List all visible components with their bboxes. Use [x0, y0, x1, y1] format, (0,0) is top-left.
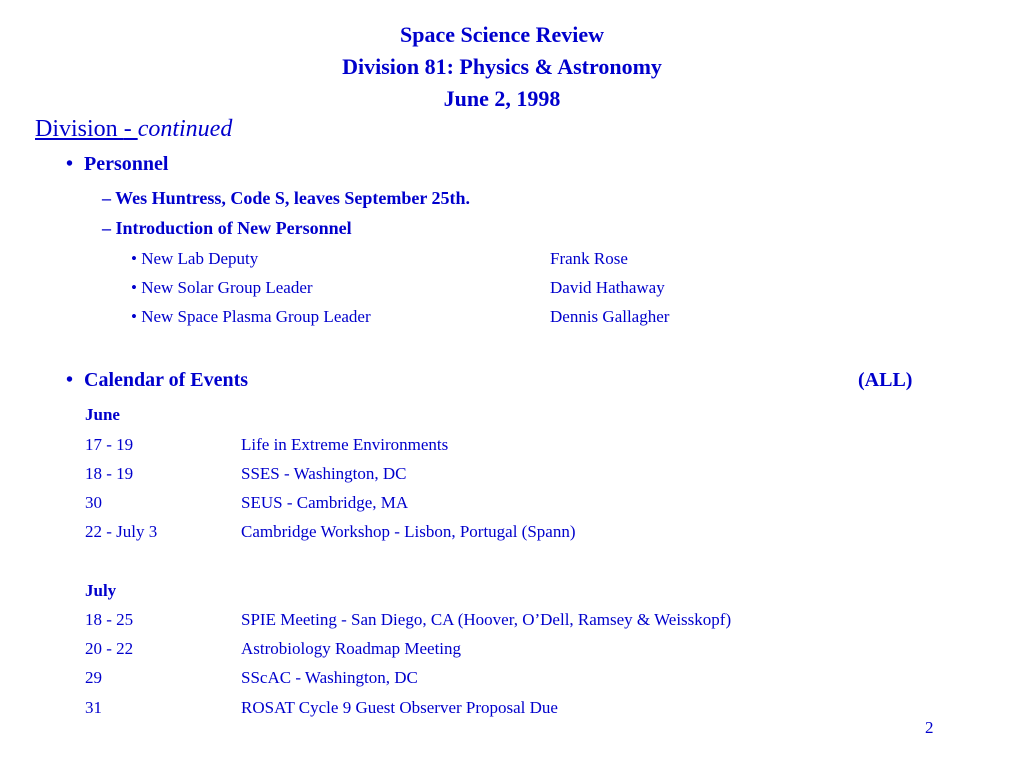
event-name: SEUS - Cambridge, MA — [241, 493, 409, 512]
personnel-heading-label: Personnel — [84, 153, 169, 175]
month-heading-june: June — [85, 405, 120, 424]
event-date: 29 — [85, 668, 102, 687]
calendar-heading — [66, 367, 248, 393]
event-name: SPIE Meeting - San Diego, CA (Hoover, O’Dell, Ramsey & Weisskopf) — [241, 610, 732, 629]
new-personnel-role: • New Solar Group Leader — [131, 278, 313, 297]
event-name: ROSAT Cycle 9 Guest Observer Proposal Due — [241, 698, 558, 717]
new-personnel-name: Frank Rose — [550, 249, 628, 268]
bullet-icon: • — [66, 153, 74, 175]
event-date: 22 - July 3 — [85, 522, 158, 541]
title-line-1: Space Science Review — [399, 22, 605, 47]
section-heading — [35, 114, 232, 144]
event-name: Cambridge Workshop - Lisbon, Portugal (Spann) — [241, 522, 576, 541]
event-date: 20 - 22 — [85, 639, 134, 658]
personnel-heading — [66, 151, 168, 177]
event-name: SSES - Washington, DC — [241, 464, 407, 483]
month-heading-july: July — [85, 581, 117, 600]
calendar-heading-label: Calendar of Events — [84, 369, 249, 391]
event-date: 18 - 19 — [85, 464, 134, 483]
page-number: 2 — [925, 718, 934, 737]
personnel-item: – Introduction of New Personnel — [102, 218, 352, 238]
event-date: 30 — [85, 493, 102, 512]
event-name: SScAC - Washington, DC — [241, 668, 418, 687]
event-date: 17 - 19 — [85, 435, 134, 454]
new-personnel-name: David Hathaway — [550, 278, 665, 297]
section-separator: - — [123, 116, 138, 142]
section-label: Division — [35, 116, 124, 142]
event-name: Life in Extreme Environments — [241, 435, 449, 454]
bullet-icon: • — [66, 369, 74, 391]
event-name: Astrobiology Roadmap Meeting — [241, 639, 462, 658]
new-personnel-name: Dennis Gallagher — [550, 307, 670, 326]
new-personnel-role: • New Lab Deputy — [131, 249, 259, 268]
calendar-scope: (ALL) — [858, 369, 913, 391]
event-date: 31 — [85, 698, 102, 717]
title-line-2: Division 81: Physics & Astronomy — [342, 54, 662, 79]
event-date: 18 - 25 — [85, 610, 134, 629]
personnel-item: – Wes Huntress, Code S, leaves September 25th. — [102, 188, 471, 208]
section-suffix: continued — [137, 116, 233, 142]
new-personnel-role: • New Space Plasma Group Leader — [131, 307, 371, 326]
title-line-3-date: June 2, 1998 — [443, 86, 561, 111]
